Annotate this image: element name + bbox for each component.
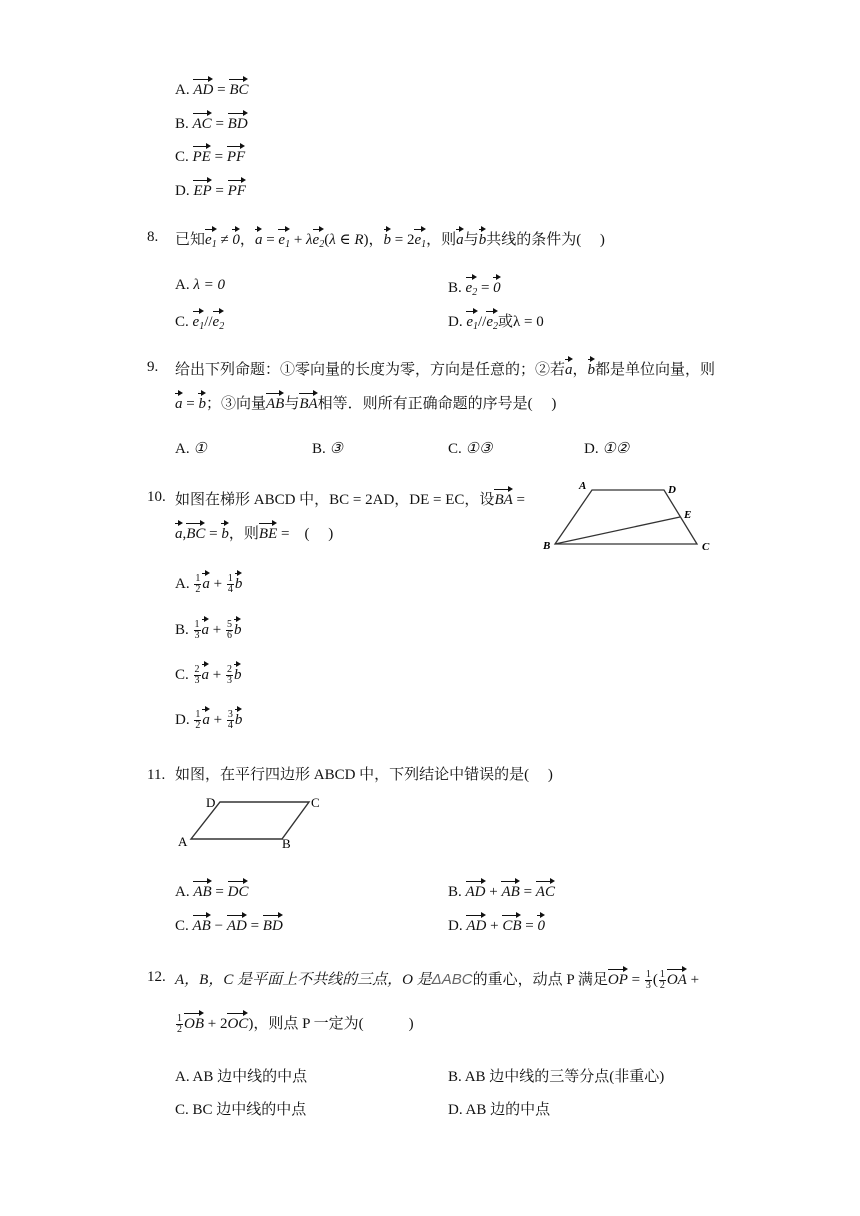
q8-option-a[interactable]: A. λ = 0 xyxy=(175,277,225,293)
q10-stem-line2: a,BC = b，则BE = ( ) xyxy=(175,522,333,543)
q10-number: 10. xyxy=(147,489,166,505)
q7-option-b[interactable]: B. AC = BD xyxy=(175,112,248,133)
q12-option-c[interactable]: C. BC 边中线的中点 xyxy=(175,1102,307,1118)
q11-option-c[interactable]: C. AB − AD = BD xyxy=(175,914,283,935)
q8-option-c[interactable]: C. $e_1//e_2$ xyxy=(175,310,224,333)
q8-option-d[interactable]: D. $e_1//e_2$或λ = 0 xyxy=(448,310,544,333)
q9-option-a[interactable]: A. ① xyxy=(175,441,207,457)
q10-option-a[interactable]: A. $\frac{1}{2}$ a + $\frac{1}{4}$ b xyxy=(175,573,243,596)
q7-option-a[interactable]: A. AD = BC xyxy=(175,78,248,99)
q8-option-b[interactable]: B. $e_2 = 0$ xyxy=(448,276,501,299)
q11-option-b[interactable]: B. AD + AB = AC xyxy=(448,880,555,901)
q8-stem: 已知$e_1 \ne 0$，$a = e_1 + \lambda e_2(\lambda$ ∈ R)，$b = 2e_1$，则a与b共线的条件为( ) xyxy=(175,228,605,251)
q10-option-d[interactable]: D. $\frac{1}{2}$ a + $\frac{3}{4}$ b xyxy=(175,709,243,732)
label-c: C xyxy=(702,541,710,553)
label-d: D xyxy=(206,795,216,810)
q9-stem-line1: 给出下列命题：①零向量的长度为零，方向是任意的；②若a，b都是单位向量，则 xyxy=(175,358,715,379)
q11-number: 11. xyxy=(147,767,166,783)
q8-number: 8. xyxy=(147,229,159,245)
q10-stem-line1: 如图在梯形 ABCD 中，BC = 2AD，DE = EC，设BA = xyxy=(175,488,525,509)
label-a: A xyxy=(579,480,587,492)
vector: AD xyxy=(193,78,213,99)
label-c: C xyxy=(311,795,320,810)
vector: PE xyxy=(193,145,211,166)
q9-stem-line2: a = b；③向量AB与BA相等．则所有正确命题的序号是( ) xyxy=(175,392,556,413)
option-letter: D. xyxy=(175,183,190,199)
q12-option-a[interactable]: A. AB 边中线的中点 xyxy=(175,1069,308,1085)
vector: EP xyxy=(193,179,211,200)
label-b: B xyxy=(282,836,291,851)
q10-option-b[interactable]: B. $\frac{1}{3}$ a + $\frac{5}{6}$ b xyxy=(175,619,242,642)
q9-option-d[interactable]: D. ①② xyxy=(584,441,630,457)
option-letter: B. xyxy=(175,116,189,132)
q7-option-d[interactable]: D. EP = PF xyxy=(175,179,246,200)
q9-option-b[interactable]: B. ③ xyxy=(312,441,343,457)
label-a: A xyxy=(178,834,188,849)
q12-number: 12. xyxy=(147,969,166,985)
vector: PF xyxy=(228,179,246,200)
q7-option-c[interactable]: C. PE = PF xyxy=(175,145,245,166)
label-b: B xyxy=(543,540,551,552)
label-d: D xyxy=(668,484,676,496)
vector: AC xyxy=(193,112,212,133)
q11-option-a[interactable]: A. AB = DC xyxy=(175,880,248,901)
q9-option-c[interactable]: C. ①③ xyxy=(448,441,493,457)
q10-option-c[interactable]: C. $\frac{2}{3}$ a + $\frac{2}{3}$ b xyxy=(175,664,242,687)
q12-option-d[interactable]: D. AB 边的中点 xyxy=(448,1102,551,1118)
q12-stem-line1: A，B，C 是平面上不共线的三点，O 是ΔABC的重心，动点 P 满足OP = $\frac{1}{3}$ ( $\frac{1}{2}$ OA + xyxy=(175,969,700,992)
vector: PF xyxy=(227,145,245,166)
vector: BC xyxy=(229,78,248,99)
q9-number: 9. xyxy=(147,359,159,375)
q11-stem: 如图，在平行四边形 ABCD 中，下列结论中错误的是( ) xyxy=(175,767,553,783)
parallelogram-figure xyxy=(172,792,332,852)
label-e: E xyxy=(684,509,692,521)
option-letter: A. xyxy=(175,82,190,98)
q12-stem-line2: $\frac{1}{2}$ OB + 2OC)，则点 P 一定为( ) xyxy=(177,1013,414,1036)
q11-option-d[interactable]: D. AD + CB = 0 xyxy=(448,914,545,935)
trapezoid-figure xyxy=(540,478,720,558)
option-letter: C. xyxy=(175,149,189,165)
q12-option-b[interactable]: B. AB 边中线的三等分点(非重心) xyxy=(448,1069,665,1085)
vector: BD xyxy=(228,112,248,133)
